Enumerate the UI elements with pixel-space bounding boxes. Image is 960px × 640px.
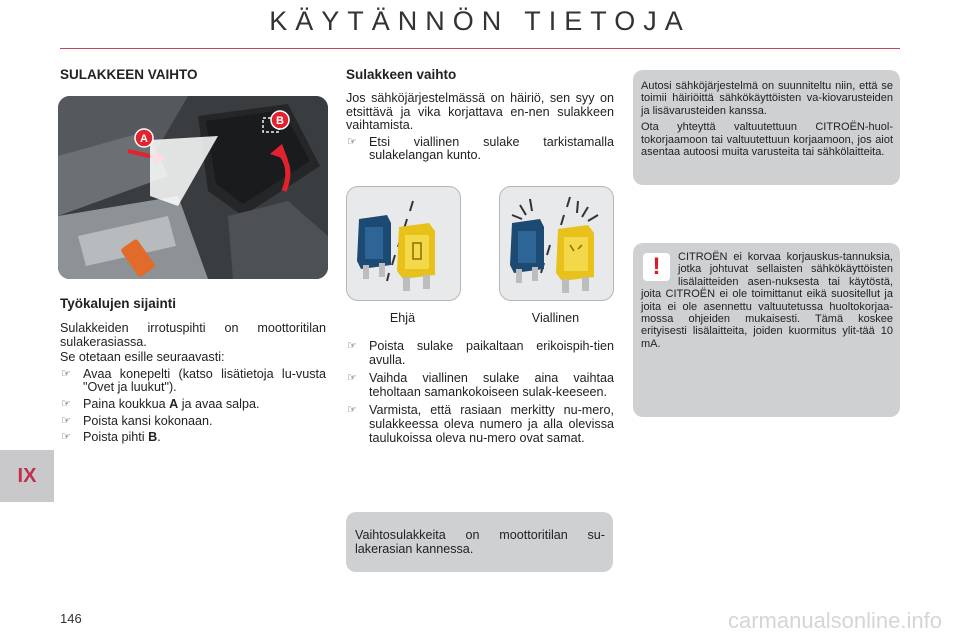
pointing-hand-icon: ☞ [347, 372, 357, 385]
step-text-bold: B [148, 430, 158, 445]
step-item [60, 398, 326, 412]
fuse-card-intact [346, 186, 461, 301]
step-item [60, 431, 326, 445]
chapter-tab [0, 450, 54, 502]
warning-text: CITROËN ei korvaa korjauskus-tannuksia, jotka johtuvat sellaisten sähkökäyttöisten lisälaitteiden asen-nuksesta tai käytöstä, joita CITROËN ei ole toimittanut eikä suositellut ja joita ei ole asennettu valtuutetussa huoltokorjaa-mossa ohjeiden mukaisesti. Tämä koskee erityisesti lisälaitteita, joiden kuormitus ylit-tää 10 mA. [641, 251, 893, 350]
blown-fuse-illustration [500, 187, 613, 300]
page-number: 146 [60, 611, 82, 626]
replacement-step-item [346, 340, 614, 367]
step-text: ja avaa salpa. [178, 396, 260, 411]
warning-box [633, 243, 900, 417]
pointing-hand-icon: ☞ [347, 135, 357, 148]
replacement-step-text: Vaihda viallinen sulake aina vaihtaa teholtaan samankokoiseen sulak-keeseen. [369, 371, 614, 399]
section-heading-fuse-change: SULAKKEEN VAIHTO [60, 67, 198, 82]
title-divider [60, 48, 900, 49]
tools-intro: Sulakkeiden irrotuspihti on moottoritilan sulakerasiassa. [60, 321, 326, 349]
chapter-tab-label: IX [17, 465, 37, 487]
step-text-bold: A [169, 396, 179, 411]
engine-bay-illustration [58, 96, 328, 279]
engine-bay-photo [58, 96, 328, 279]
replacement-step-item [346, 404, 614, 445]
section-heading-tools-location: Työkalujen sijainti [60, 296, 177, 311]
pointing-hand-icon: ☞ [61, 397, 71, 410]
pointing-hand-icon: ☞ [347, 340, 357, 352]
pointing-hand-icon: ☞ [347, 404, 357, 417]
replacement-step-text: Varmista, että rasiaan merkitty nu-mero, sulakkeessa oleva numero ja alla olevissa taulukoissa oleva nu-mero ovat samat. [369, 403, 614, 445]
step-item [60, 368, 326, 395]
step-text: . [157, 430, 161, 445]
steps-intro: Se otetaan esille seuraavasti: [60, 350, 225, 365]
fuse-card-blown [499, 186, 614, 301]
replacement-step-item [346, 372, 614, 399]
fuse-blown-caption: Viallinen [531, 311, 580, 325]
fuse-intact-caption: Ehjä [389, 311, 416, 325]
step-text: Poista pihti [83, 430, 149, 445]
page-title: KÄYTÄNNÖN TIETOJA [269, 6, 691, 36]
step-text: Poista kansi kokonaan. [83, 413, 213, 428]
warning-icon-glyph: ! [652, 253, 661, 280]
tools-text-block [60, 322, 326, 445]
electrical-info-paragraph: Autosi sähköjärjestelmä on suunniteltu niin, että se toimii häiriöittä sähkökäyttöisten va-kiovarusteiden ja lisävarusteiden kanssa. [641, 80, 893, 117]
intact-fuse-illustration [347, 187, 460, 300]
replacement-intro-block [346, 92, 614, 163]
replacement-steps [346, 340, 614, 445]
step-text: Avaa konepelti (katso lisätietoja lu-vusta "Ovet ja luukut"). [83, 366, 326, 395]
photo-label-b: B [276, 115, 284, 127]
warning-icon [643, 253, 670, 281]
electrical-info-box [633, 70, 900, 185]
spare-fuses-note-text: Vaihtosulakkeita on moottoritilan su-lakerasian kannessa. [355, 528, 605, 556]
spare-fuses-note [346, 512, 613, 572]
step-item [60, 415, 326, 429]
replacement-intro: Jos sähköjärjestelmässä on häiriö, sen syy on etsittävä ja vika korjattava en-nen sulakkeen vaihtamista. [346, 91, 614, 133]
photo-label-a: A [140, 133, 148, 145]
section-heading-fuse-replacement: Sulakkeen vaihto [346, 67, 457, 82]
check-fuse-item [346, 136, 614, 163]
pointing-hand-icon: ☞ [61, 431, 71, 444]
step-text: Paina koukkua [83, 396, 170, 411]
electrical-info-paragraph: Ota yhteyttä valtuutettuun CITROËN-huol-tokorjaamoon tai valtuutettuun korjaamoon, jos aiot asentaa autoosi muita varusteita tai sähkölaitteita. [641, 121, 893, 159]
replacement-step-text: Poista sulake paikaltaan erikoispih-tien avulla. [369, 339, 614, 367]
pointing-hand-icon: ☞ [61, 414, 71, 427]
footer-watermark: carmanualsonline.info [727, 608, 942, 633]
pointing-hand-icon: ☞ [61, 367, 71, 380]
check-fuse-text: Etsi viallinen sulake tarkistamalla sulakelangan kunto. [369, 134, 614, 163]
